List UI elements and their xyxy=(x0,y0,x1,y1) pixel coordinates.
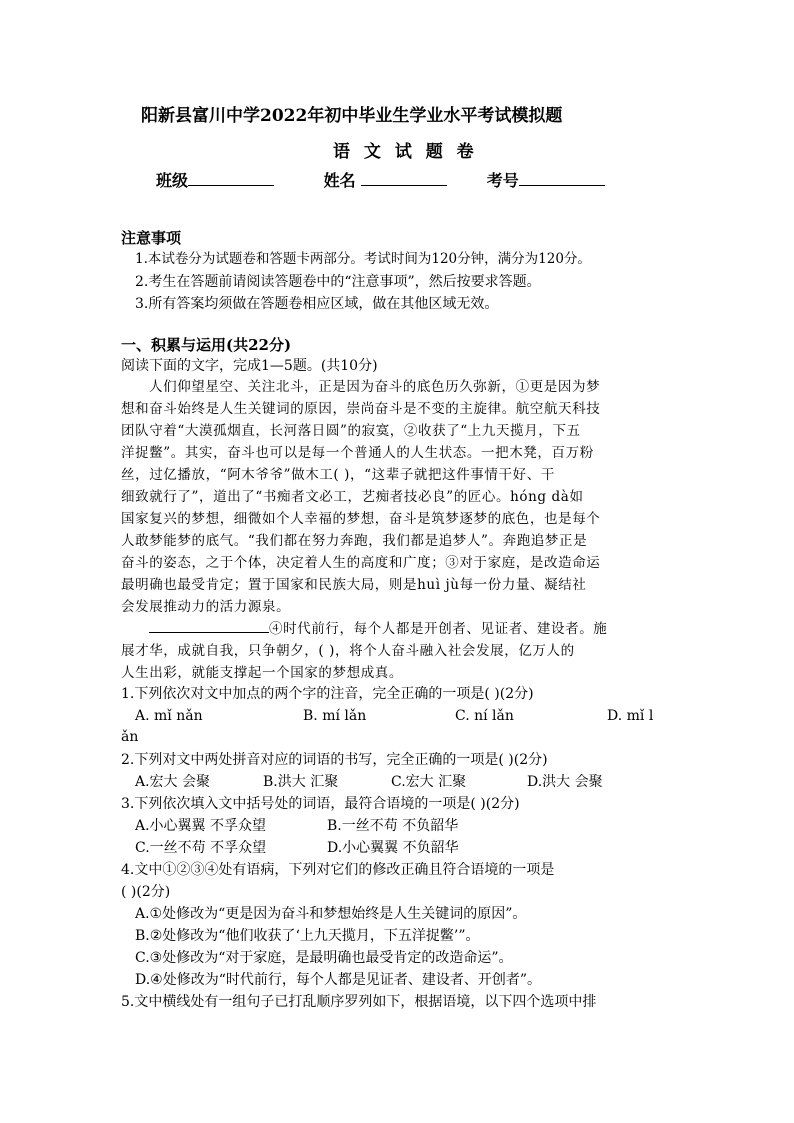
passage-line: 想和奋斗始终是人生关键词的原因，崇尚奋斗是不变的主旋律。航空航天科技 xyxy=(121,401,601,417)
notice-item: 3.所有答案均须做在答题卷相应区域，做在其他区域无效。 xyxy=(135,296,499,312)
q1-option-b[interactable]: B. mí lǎn xyxy=(303,708,367,724)
q2-option-b[interactable]: B.洪大 汇聚 xyxy=(263,774,339,790)
paper-subtitle: 语 文 试 题 卷 xyxy=(333,142,478,162)
q2-option-c[interactable]: C.宏大 汇聚 xyxy=(391,774,467,790)
exam-title: 阳新县富川中学2022年初中毕业生学业水平考试模拟题 xyxy=(141,106,563,126)
q3-option-d[interactable]: D.小心翼翼 不负韶华 xyxy=(327,840,459,856)
q4-option-b[interactable]: B.②处修改为“他们收获了‘上九天揽月，下五洋捉鳖’”。 xyxy=(135,928,480,944)
passage-line: 国家复兴的梦想，细微如个人幸福的梦想，奋斗是筑梦逐梦的底色，也是每个 xyxy=(121,511,601,527)
question-4-stem-wrap: ( )(2分) xyxy=(121,884,171,900)
question-5-stem: 5.文中横线处有一组句子已打乱顺序罗列如下，根据语境，以下四个选项中排 xyxy=(121,994,597,1010)
class-field[interactable] xyxy=(156,168,274,191)
passage-line: 最明确也最受肯定；置于国家和民族大局，则是huì jù每一份力量、凝结社 xyxy=(121,577,587,593)
fill-in-line xyxy=(149,618,269,633)
student-info-fields xyxy=(156,168,605,191)
section-heading: 一、积累与运用(共22分) xyxy=(121,336,292,354)
reading-intro: 阅读下面的文字，完成1—5题。(共10分) xyxy=(121,358,378,374)
q2-option-a[interactable]: A.宏大 会聚 xyxy=(135,774,211,790)
passage-line: 奋斗的姿态，之于个体，决定着人生的高度和广度；③对于家庭，是改造命运 xyxy=(121,555,601,571)
q3-option-b[interactable]: B.一丝不苟 不负韶华 xyxy=(327,818,459,834)
question-3-stem: 3.下列依次填入文中括号处的词语，最符合语境的一项是( )(2分) xyxy=(121,796,520,812)
q2-option-d[interactable]: D.洪大 会聚 xyxy=(527,774,603,790)
q1-option-d[interactable]: D. mǐ l xyxy=(607,708,654,724)
question-4-stem: 4.文中①②③④处有语病，下列对它们的修改正确且符合语境的一项是 xyxy=(121,862,555,878)
notice-item: 2.考生在答题前请阅读答题卷中的“注意事项”，然后按要求答题。 xyxy=(135,274,541,290)
question-1-stem: 1.下列依次对文中加点的两个字的注音，完全正确的一项是( )(2分) xyxy=(121,686,534,702)
q1-option-d-wrap: ǎn xyxy=(121,729,139,745)
passage-line: 展才华，成就自我，只争朝夕，( )，将个人奋斗融入社会发展，亿万人的 xyxy=(121,643,575,659)
passage-line-text: ④时代前行，每个人都是开创者、见证者、建设者。施 xyxy=(269,621,608,637)
class-blank xyxy=(188,171,274,186)
passage-line: 会发展推动力的活力源泉。 xyxy=(121,599,291,615)
passage-line: 团队守着“大漠孤烟直，长河落日圆”的寂寞，②收获了“上九天揽月，下五 xyxy=(121,423,581,439)
q4-option-c[interactable]: C.③处修改为“对于家庭，是最明确也最受肯定的改造命运”。 xyxy=(135,950,513,966)
q4-option-a[interactable]: A.①处修改为“更是因为奋斗和梦想始终是人生关键词的原因”。 xyxy=(135,906,527,922)
notice-heading: 注意事项 xyxy=(121,229,182,247)
class-label: 班级 xyxy=(156,171,189,190)
passage-line: 丝，过亿播放，“阿木爷爷”做木工( )，“这辈子就把这件事情干好、干 xyxy=(121,467,555,483)
q4-option-d[interactable]: D.④处修改为“时代前行，每个人都是见证者、建设者、开创者”。 xyxy=(135,972,542,988)
passage-line: 人敢梦能梦的底气。“我们都在努力奔跑，我们都是追梦人”。奔跑追梦正是 xyxy=(121,533,588,549)
q1-option-c[interactable]: C. ní lǎn xyxy=(455,708,514,724)
question-2-stem: 2.下列对文中两处拼音对应的词语的书写，完全正确的一项是( )(2分) xyxy=(121,752,548,768)
number-label: 考号 xyxy=(486,171,519,190)
name-field[interactable] xyxy=(324,168,448,191)
q1-option-a[interactable]: A. mǐ nǎn xyxy=(135,708,203,724)
passage-line-with-blank xyxy=(149,618,607,640)
notice-item: 1.本试卷分为试题卷和答题卡两部分。考试时间为120分钟，满分为120分。 xyxy=(135,251,591,267)
name-label: 姓名 xyxy=(323,171,356,190)
name-blank xyxy=(361,171,447,186)
q3-option-a[interactable]: A.小心翼翼 不孚众望 xyxy=(135,818,267,834)
number-field[interactable] xyxy=(487,168,605,191)
q3-option-c[interactable]: C.一丝不苟 不孚众望 xyxy=(135,840,267,856)
number-blank xyxy=(519,171,605,186)
passage-line: 人们仰望星空、关注北斗，正是因为奋斗的底色历久弥新，①更是因为梦 xyxy=(149,379,601,395)
passage-line: 人生出彩，就能支撑起一个国家的梦想成真。 xyxy=(121,665,403,681)
passage-line: 细致就行了”，道出了“书痴者文必工，艺痴者技必良”的匠心。hóng dà如 xyxy=(121,489,584,505)
passage-line: 洋捉鳖”。其实，奋斗也可以是每一个普通人的人生状态。一把木凳，百万粉 xyxy=(121,445,594,461)
